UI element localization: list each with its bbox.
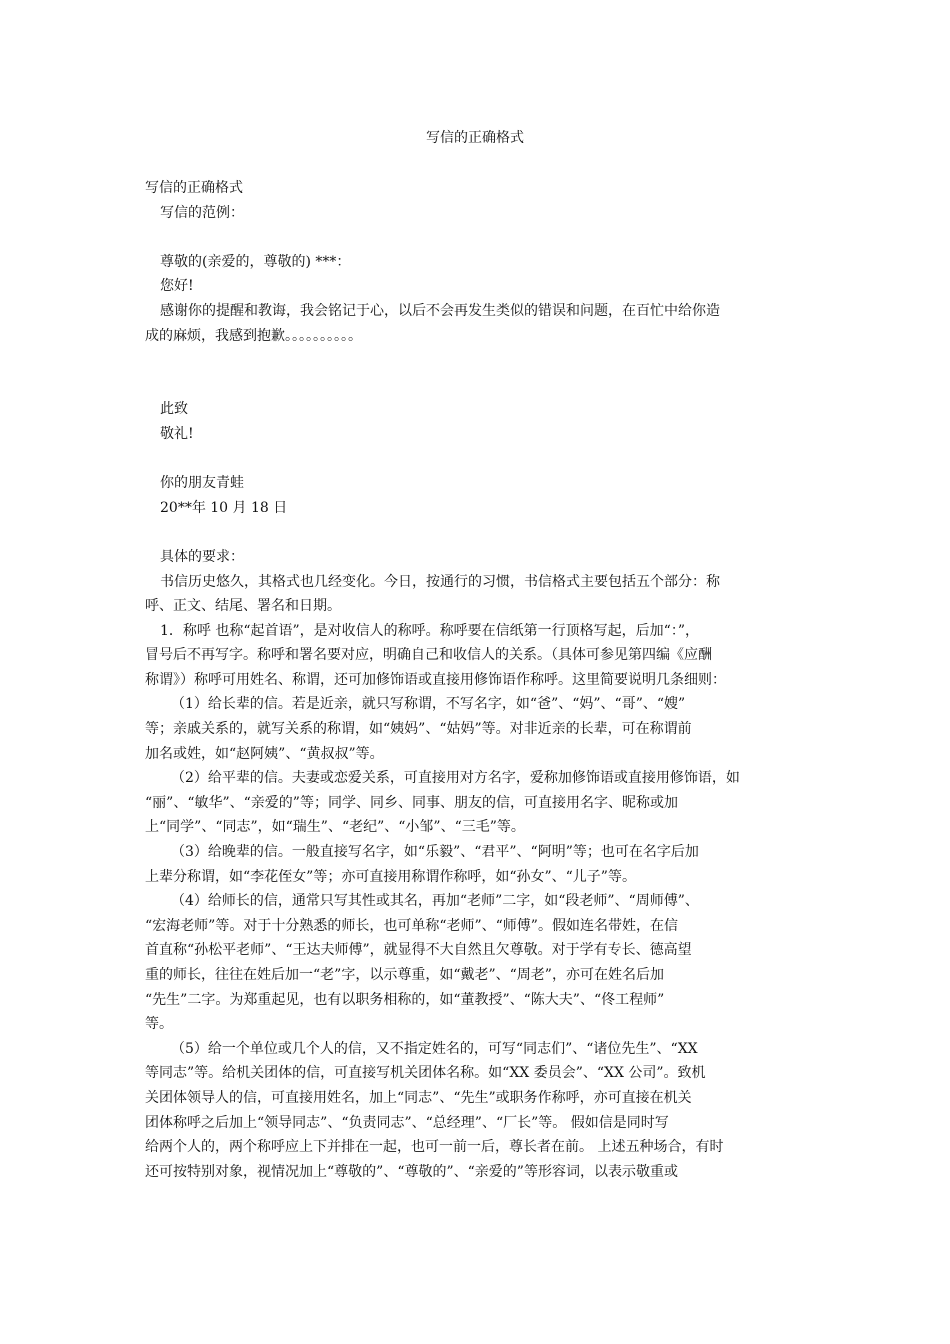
item5-line: 给两个人的，两个称呼应上下并排在一起，也可一前一后，尊长者在前。 上述五种场合，有时 — [145, 1139, 724, 1156]
item5-line: 关团体领导人的信，可直接用姓名，加上“同志”、“先生”或职务作称呼，亦可直接在机关 — [145, 1089, 692, 1106]
item5-line: 团体称呼之后加上“领导同志”、“负责同志”、“总经理”、“厂长”等。 假如信是同时写 — [145, 1114, 669, 1131]
item2-line: 上“同学”、“同志”，如“瑞生”、“老纪”、“小邹”、“三毛”等。 — [145, 819, 525, 836]
letter-greeting: 您好! — [160, 278, 194, 295]
item4-line: 首直称“孙松平老师”、“王达夫师傅”，就显得不大自然且欠尊敬。对于学有专长、德高望 — [145, 942, 692, 959]
blank-line — [145, 520, 810, 545]
letter-salutation: 尊敬的(亲爱的，尊敬的) ***： — [160, 253, 351, 270]
blank-line — [145, 225, 810, 250]
letter-closing-1: 此致 — [160, 401, 188, 418]
item1-line: 等；亲戚关系的，就写关系的称谓，如“姨妈”、“姑妈”等。对非近亲的长辈，可在称谓前 — [145, 721, 692, 738]
item4-line: “先生”二字。为郑重起见，也有以职务相称的，如“董教授”、“陈大夫”、“佟工程师” — [145, 991, 665, 1008]
item5-line: 还可按特别对象，视情况加上“尊敬的”、“尊敬的”、“亲爱的”等形容词，以表示敬重或 — [145, 1163, 678, 1180]
body-heading: 写信的正确格式 — [145, 180, 243, 196]
letter-signature: 你的朋友青蛙 — [160, 475, 244, 492]
document-body — [145, 176, 810, 1184]
item5-line: （5）给一个单位或几个人的信，又不指定姓名的，可写“同志们”、“诸位先生”、“XX — [171, 1040, 698, 1057]
document-title: 写信的正确格式 — [426, 130, 524, 146]
item3-line: 上辈分称谓，如“李花侄女”等；亦可直接用称谓作称呼，如“孙女”、“儿子”等。 — [145, 868, 636, 885]
item4-line: 等。 — [145, 1016, 173, 1033]
item1-line: （1）给长辈的信。若是近亲，就只写称谓，不写名字，如“爸”、“妈”、“哥”、“嫂” — [171, 696, 686, 713]
item4-line: “宏海老师”等。对于十分熟悉的师长，也可单称“老师”、“师傅”。假如连名带姓，在信 — [145, 917, 678, 934]
letter-date: 20**年 10 月 18 日 — [160, 499, 288, 516]
item4-line: 重的师长，往往在姓后加一“老”字，以示尊重，如“戴老”、“周老”，亦可在姓名后加 — [145, 967, 664, 983]
intro-line: 呼、正文、结尾、署名和日期。 — [145, 598, 341, 615]
item4-line: （4）给师长的信，通常只写其性或其名，再加“老师”二字，如“段老师”、“周师傅”、 — [171, 893, 699, 910]
item2-line: （2）给平辈的信。夫妻或恋爱关系，可直接用对方名字，爱称加修饰语或直接用修饰语，如 — [171, 770, 740, 787]
blank-line — [145, 447, 810, 472]
item2-line: “丽”、“敏华”、“亲爱的”等；同学、同乡、同事、朋友的信，可直接用名字、昵称或加 — [145, 794, 678, 811]
section1-line: 1．称呼 也称“起首语”，是对收信人的称呼。称呼要在信纸第一行顶格写起，后加“：”， — [160, 622, 699, 639]
item1-line: 加名或姓，如“赵阿姨”、“黄叔叔”等。 — [145, 745, 384, 762]
intro-line: 书信历史悠久，其格式也几经变化。今日，按通行的习惯，书信格式主要包括五个部分：称 — [160, 573, 720, 590]
letter-body-line: 成的麻烦，我感到抱歉。。。。。。。。。。 — [145, 327, 362, 344]
requirements-label: 具体的要求： — [160, 548, 244, 565]
item3-line: （3）给晚辈的信。一般直接写名字，如“乐毅”、“君平”、“阿明”等；也可在名字后加 — [171, 844, 699, 861]
example-label: 写信的范例： — [160, 204, 244, 221]
section1-line: 称谓》）称呼可用姓名、称谓，还可加修饰语或直接用修饰语作称呼。这里简要说明几条细则： — [145, 671, 726, 688]
letter-body-line: 感谢你的提醒和教诲，我会铭记于心，以后不会再发生类似的错误和问题，在百忙中给你造 — [160, 302, 720, 319]
letter-closing-2: 敬礼! — [160, 425, 194, 442]
section1-line: 冒号后不再写字。称呼和署名要对应，明确自己和收信人的关系。（具体可参见第四编《应酬 — [145, 647, 712, 664]
item5-line: 等同志”等。给机关团体的信，可直接写机关团体名称。如“XX 委员会”、“XX 公司”。致机 — [145, 1065, 706, 1082]
blank-lines — [145, 348, 810, 397]
